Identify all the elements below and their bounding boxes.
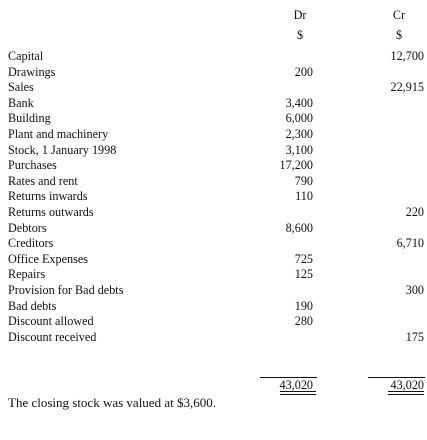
table-row xyxy=(0,206,427,219)
table-row xyxy=(0,237,427,250)
table-row xyxy=(0,159,427,172)
cr-column-header xyxy=(379,8,419,42)
table-row xyxy=(0,175,427,188)
account-name: Returns outwards xyxy=(8,205,94,219)
cr-total: 43,020 xyxy=(390,378,424,392)
debit-amount: 3,400 xyxy=(285,95,313,110)
credit-amount: 6,710 xyxy=(396,236,424,251)
table-row xyxy=(0,190,427,203)
debit-amount: 790 xyxy=(294,173,313,188)
cr-total-double-rule xyxy=(388,391,424,395)
debit-amount: 17,200 xyxy=(279,158,313,173)
debit-amount: 3,100 xyxy=(285,142,313,157)
credit-amount: 220 xyxy=(405,205,424,219)
table-row xyxy=(0,81,427,94)
table-row xyxy=(0,331,427,344)
table-row xyxy=(0,50,427,63)
closing-stock-note: The closing stock was valued at $3,600. xyxy=(8,395,216,410)
table-row xyxy=(0,253,427,266)
account-name: Drawings xyxy=(8,64,56,79)
table-row xyxy=(0,144,427,157)
table-row xyxy=(0,222,427,235)
debit-amount: 725 xyxy=(294,251,313,266)
table-row xyxy=(0,315,427,328)
debit-amount: 110 xyxy=(295,189,313,204)
table-row xyxy=(0,300,427,313)
account-name: Provision for Bad debts xyxy=(8,283,124,297)
debit-amount: 8,600 xyxy=(285,220,313,235)
table-row xyxy=(0,128,427,141)
account-name: Discount allowed xyxy=(8,314,94,329)
credit-amount: 22,915 xyxy=(390,80,424,95)
account-name: Sales xyxy=(8,80,34,95)
dr-currency: $ xyxy=(296,28,304,42)
table-row xyxy=(0,66,427,79)
dr-column-header xyxy=(280,8,320,42)
table-row xyxy=(0,97,427,110)
table-row xyxy=(0,268,427,281)
account-name: Repairs xyxy=(8,267,46,282)
account-name: Bad debts xyxy=(8,298,57,313)
credit-amount: 12,700 xyxy=(390,49,424,63)
account-name: Building xyxy=(8,111,51,126)
debit-amount: 6,000 xyxy=(285,111,313,126)
debit-amount: 280 xyxy=(294,314,313,329)
debit-amount: 190 xyxy=(294,298,313,313)
account-name: Returns inwards xyxy=(8,189,88,204)
account-name: Creditors xyxy=(8,236,54,251)
debit-amount: 200 xyxy=(294,64,313,79)
cr-label: Cr xyxy=(392,8,406,22)
dr-total-double-rule xyxy=(280,391,316,395)
table-row xyxy=(0,112,427,125)
account-name: Debtors xyxy=(8,220,47,235)
account-name: Capital xyxy=(8,49,44,63)
account-name: Purchases xyxy=(8,158,57,173)
account-name: Discount received xyxy=(8,329,97,344)
account-name: Bank xyxy=(8,95,34,110)
credit-amount: 175 xyxy=(405,329,424,344)
account-name: Office Expenses xyxy=(8,251,88,266)
cr-currency: $ xyxy=(395,28,403,42)
dr-total: 43,020 xyxy=(279,378,313,392)
account-name: Rates and rent xyxy=(8,173,78,188)
account-name: Stock, 1 January 1998 xyxy=(8,142,117,157)
debit-amount: 125 xyxy=(294,267,313,282)
account-name: Plant and machinery xyxy=(8,127,109,141)
debit-amount: 2,300 xyxy=(285,127,313,141)
table-row xyxy=(0,284,427,297)
credit-amount: 300 xyxy=(405,283,424,297)
dr-label: Dr xyxy=(293,8,307,22)
